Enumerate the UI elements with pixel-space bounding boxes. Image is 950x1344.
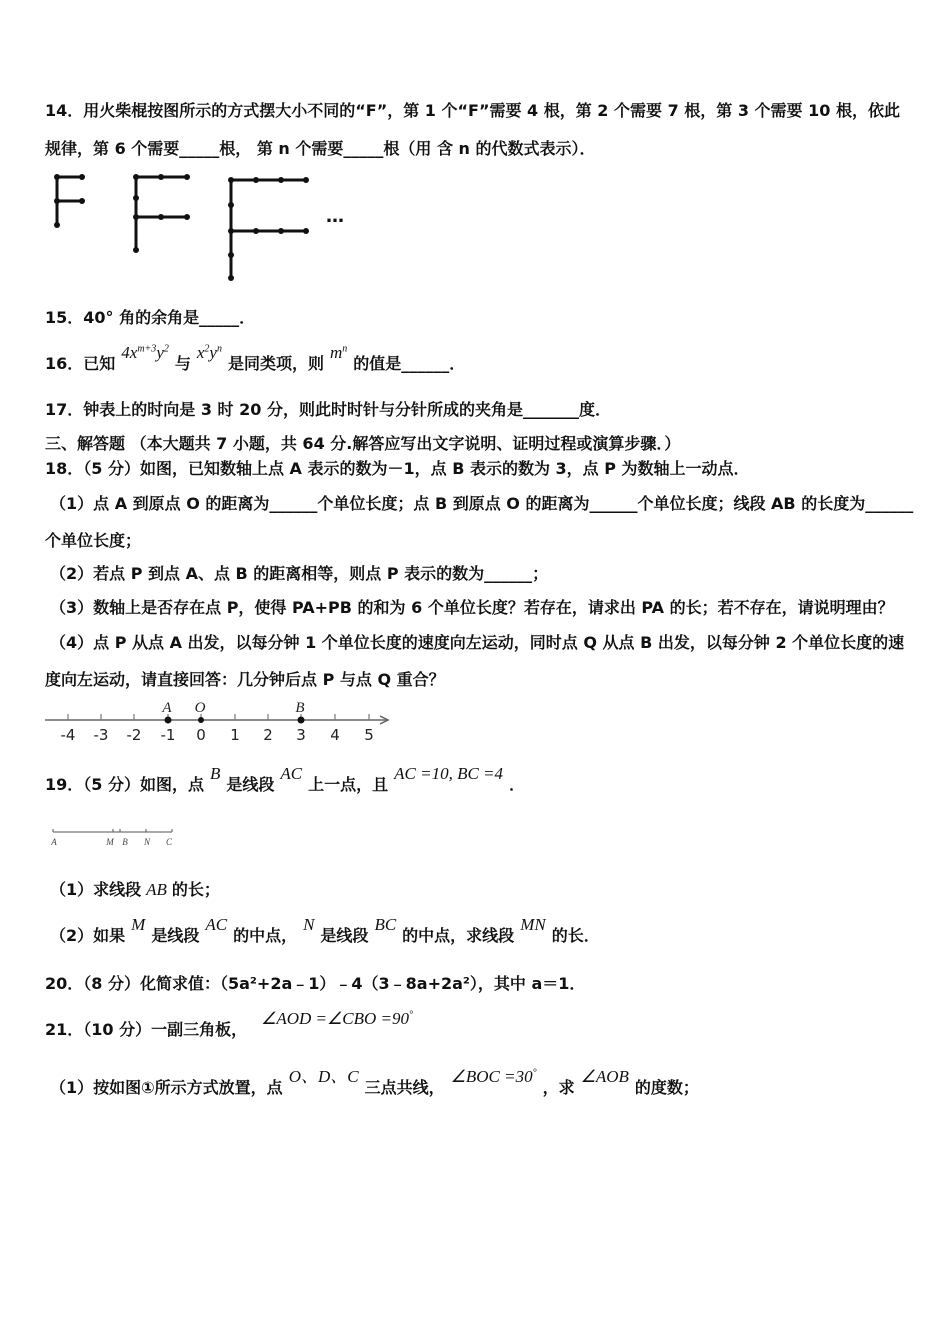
q21-line [45, 1009, 419, 1041]
q16-expr-c-sup1: n [342, 343, 348, 355]
q19-part1-math-ab: AB [146, 880, 167, 899]
q19-part1-suffix: 的长； [171, 880, 220, 899]
number-line-ticks [68, 714, 369, 720]
q19-part2-p6: 的长． [551, 926, 600, 945]
q20-line: 20．（8 分）化简求值：（5a²+2a﹣1）﹣4（3﹣8a+2a²），其中 a＝1． [45, 974, 586, 993]
q19-math-condition: AC =10, BC =4 [394, 764, 504, 783]
q21-part1-math-angle-aob: ∠AOB [580, 1067, 629, 1086]
q21-part1-math-angle-boc-text: ∠BOC =30 [450, 1067, 533, 1086]
q19-part1 [50, 879, 220, 901]
matchstick-f-1 [54, 174, 85, 228]
q15-line: 15．40° 角的余角是_____． [45, 308, 256, 327]
q17-line: 17．钟表上的时向是 3 时 20 分，则此时时针与分针所成的夹角是_______度． [45, 400, 611, 419]
tick-label: -1 [160, 726, 176, 744]
point-a-dot [165, 717, 172, 724]
q21-part1-p1: （1）按如图①所示方式放置，点 [50, 1078, 283, 1097]
q16-suffix: 的值是______． [353, 354, 466, 373]
q14-line2: 规律，第 6 个需要_____根， 第 n 个需要_____根（用 含 n 的代数式表示）． [45, 139, 596, 158]
q16-expr-a [121, 343, 169, 362]
figure-ellipsis: … [326, 206, 344, 227]
q19-part2-math-mn: MN [520, 915, 546, 934]
q16-expr-b-sup1: 2 [204, 343, 210, 355]
q19-part2-math-n: N [303, 915, 315, 934]
matchstick-f-figure [45, 170, 345, 285]
segment-label-a: A [51, 837, 57, 847]
q19-part2-p5: 的中点，求线段 [402, 926, 515, 945]
tick-label: 0 [196, 726, 206, 744]
point-b-dot [298, 717, 305, 724]
q18-stem: 18．（5 分）如图，已知数轴上点 A 表示的数为－1，点 B 表示的数为 3，点 P 为数轴上一动点． [45, 459, 750, 478]
section3-title: 三、解答题 [45, 434, 126, 453]
q19-mid2: 上一点，且 [308, 775, 389, 794]
q16-expr-c-base1: m [329, 343, 343, 362]
q16-line [45, 343, 466, 375]
q16-expr-b-base1: x [196, 343, 205, 362]
q21-prefix: 21．（10 分）一副三角板， [45, 1020, 248, 1039]
q19-prefix: 19．（5 分）如图，点 [45, 775, 204, 794]
q21-part1-math-angle-boc [451, 1067, 537, 1086]
section3-header [45, 433, 680, 455]
section3-note: （本大题共 7 小题，共 64 分.解答应写出文字说明、证明过程或演算步骤．） [125, 434, 681, 453]
q19-part1-prefix: （1）求线段 [50, 880, 142, 899]
segment-label-c: C [165, 837, 173, 847]
q21-math-condition-text: ∠AOD =∠CBO =90 [261, 1009, 409, 1028]
q19-part2-math-bc: BC [374, 915, 397, 934]
q16-expr-b-sup2: n [216, 343, 222, 355]
q16-expr-a-sup2: 2 [163, 343, 169, 355]
q18-part2: （2）若点 P 到点 A、点 B 的距离相等，则点 P 表示的数为______； [50, 564, 549, 583]
matchstick-f-3 [228, 177, 309, 281]
q19-mid1: 是线段 [226, 775, 275, 794]
point-label-b: B [295, 700, 305, 716]
q16-mid2: 是同类项，则 [227, 354, 324, 373]
q19-part2-p3: 的中点， [233, 926, 298, 945]
tick-label: -4 [60, 726, 76, 744]
q18-part4-line2: 度向左运动，请直接回答：几分钟后点 P 与点 Q 重合？ [45, 670, 445, 689]
q16-expr-b-base2: y [209, 343, 217, 362]
q16-expr-c [330, 343, 347, 362]
q19-line [45, 764, 526, 796]
q21-math-condition [261, 1009, 413, 1028]
q19-part2-p4: 是线段 [320, 926, 369, 945]
point-o-dot [198, 717, 204, 723]
q19-math-ac: AC [280, 764, 303, 783]
matchstick-f-2 [133, 174, 190, 253]
q19-suffix: ． [509, 775, 526, 794]
segment-label-b: B [122, 837, 128, 847]
q14-line1: 14．用火柴棍按图所示的方式摆大小不同的“F”，第 1 个“F”需要 4 根，第 2 个需要 7 根，第 3 个需要 10 根，依此 [45, 101, 900, 120]
q19-part2-math-m: M [131, 915, 146, 934]
q21-part1 [50, 1067, 699, 1099]
q16-expr-a-base2: y [156, 343, 164, 362]
q21-part1-p4: 的度数； [634, 1078, 699, 1097]
q19-math-b: B [209, 764, 221, 783]
q19-part2-math-ac: AC [205, 915, 228, 934]
q21-part1-p2: 三点共线， [364, 1078, 445, 1097]
tick-label: 1 [230, 726, 240, 744]
point-label-o: O [194, 700, 206, 716]
number-line-figure [40, 697, 400, 747]
point-label-a: A [162, 700, 172, 716]
tick-label: 4 [330, 726, 340, 744]
q16-expr-a-sup1: m+3 [137, 343, 157, 355]
q16-expr-b [197, 343, 222, 362]
tick-label: 2 [263, 726, 273, 744]
q19-part2-p1: （2）如果 [50, 926, 126, 945]
q18-part4-line1: （4）点 P 从点 A 出发，以每分钟 1 个单位长度的速度向左运动，同时点 Q 从点 B 出发，以每分钟 2 个单位长度的速 [50, 633, 905, 652]
q18-part3: （3）数轴上是否存在点 P，使得 PA+PB 的和为 6 个单位长度？若存在，请求出 PA 的长；若不存在，请说明理由？ [50, 598, 894, 617]
segment-label-n: N [143, 837, 151, 847]
q16-prefix: 16．已知 [45, 354, 116, 373]
tick-label: 3 [296, 726, 306, 744]
q18-part1-line2: 个单位长度； [45, 531, 142, 550]
segment-label-m: M [106, 837, 114, 847]
q21-part1-math-degree: ° [532, 1067, 537, 1079]
tick-label: -3 [93, 726, 109, 744]
q18-part1-line1: （1）点 A 到原点 O 的距离为______个单位长度；点 B 到原点 O 的距离为______个单位长度；线段 AB 的长度为______ [50, 494, 914, 513]
tick-label: -2 [126, 726, 142, 744]
tick-label: 5 [364, 726, 374, 744]
q21-math-degree: ° [408, 1009, 413, 1021]
q16-expr-a-base1: 4x [121, 343, 138, 362]
q21-part1-math-points: O、D、C [288, 1067, 359, 1086]
q16-mid1: 与 [174, 354, 191, 373]
segment-figure [48, 820, 180, 848]
q21-part1-p3: ，求 [542, 1078, 575, 1097]
q19-part2 [50, 915, 600, 947]
q19-part2-p2: 是线段 [151, 926, 200, 945]
